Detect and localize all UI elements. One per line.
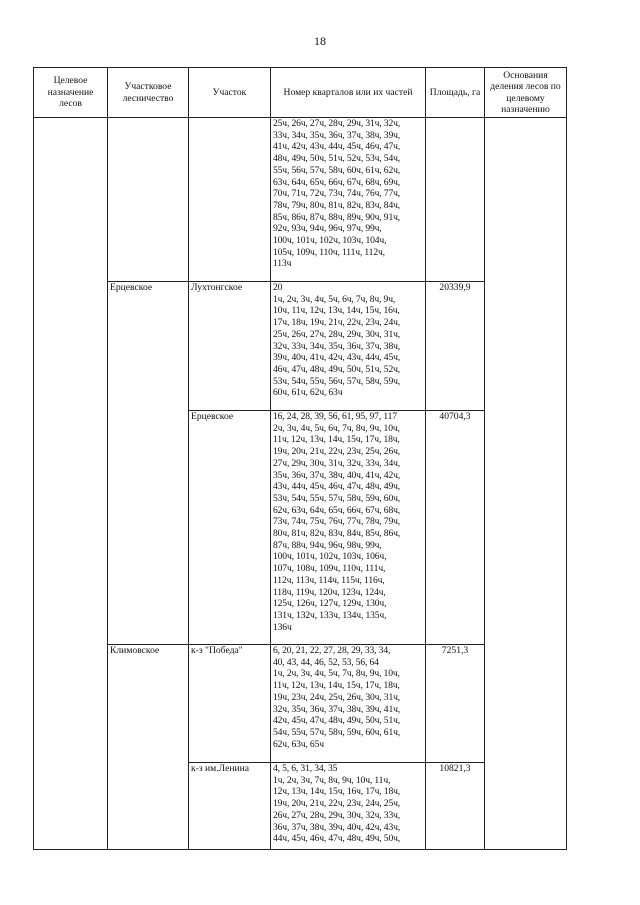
uchastok-cell: Ерцевское xyxy=(189,411,271,645)
header-quarters: Номер кварталов или их частей xyxy=(271,68,426,118)
header-uchastok: Участок xyxy=(189,68,271,118)
quarters-cell: 20 1ч, 2ч, 3ч, 4ч, 5ч, 6ч, 7ч, 8ч, 9ч, 10ч, 11ч, 12ч, 13ч, 14ч, 15ч, 16ч, 17ч, 18ч, 19ч, 21ч, 22ч, 23ч, 24ч, 25ч, 26ч, 27ч, 28ч, 29ч, 30ч, 31ч, 32ч, 33ч, 34ч, 35ч, 36ч, 37ч, 38ч, 39ч, 40ч, 41ч, 42ч, 43ч, 44ч, 45ч, 46ч, 47ч, 48ч, 49ч, 50ч, 51ч, 52ч, 53ч, 54ч, 55ч, 56ч, 57ч, 58ч, 59ч, 60ч, 61ч, 62ч, 63ч xyxy=(271,282,426,411)
purpose-cell xyxy=(34,118,108,850)
district-cell xyxy=(108,118,189,282)
district-cell: Ерцевское xyxy=(108,282,189,645)
uchastok-cell: к-з "Победа" xyxy=(189,645,271,763)
area-cell xyxy=(426,118,485,282)
table-header-row xyxy=(34,68,567,118)
forest-purpose-table xyxy=(33,67,567,850)
uchastok-cell: к-з им.Ленина xyxy=(189,763,271,850)
page-number: 18 xyxy=(314,34,326,48)
quarters-cell: 16, 24, 28, 39, 56, 61, 95, 97, 117 2ч, 3ч, 4ч, 5ч, 6ч, 7ч, 8ч, 9ч, 10ч, 11ч, 12ч, 13ч, 14ч, 15ч, 17ч, 18ч, 19ч, 20ч, 21ч, 22ч, 23ч, 25ч, 26ч, 27ч, 29ч, 30ч, 31ч, 32ч, 33ч, 34ч, 35ч, 36ч, 37ч, 38ч, 40ч, 41ч, 42ч, 43ч, 44ч, 45ч, 46ч, 47ч, 48ч, 49ч, 53ч, 54ч, 55ч, 57ч, 58ч, 59ч, 60ч, 62ч, 63ч, 64ч, 65ч, 66ч, 67ч, 68ч, 73ч, 74ч, 75ч, 76ч, 77ч, 78ч, 79ч, 80ч, 81ч, 82ч, 83ч, 84ч, 85ч, 86ч, 87ч, 88ч, 94ч, 96ч, 98ч, 99ч, 100ч, 101ч, 102ч, 103ч, 106ч, 107ч, 108ч, 109ч, 110ч, 111ч, 112ч, 113ч, 114ч, 115ч, 116ч, 118ч, 119ч, 120ч, 123ч, 124ч, 125ч, 126ч, 127ч, 129ч, 130ч, 131ч, 132ч, 133ч, 134ч, 135ч, 136ч xyxy=(271,411,426,645)
quarters-cell: 4, 5, 6, 31, 34, 35 1ч, 2ч, 3ч, 7ч, 8ч, 9ч, 10ч, 11ч, 12ч, 13ч, 14ч, 15ч, 16ч, 17ч, 18ч, 19ч, 20ч, 21ч, 22ч, 23ч, 24ч, 25ч, 26ч, 27ч, 28ч, 29ч, 30ч, 32ч, 33ч, 36ч, 37ч, 38ч, 39ч, 40ч, 42ч, 43ч, 44ч, 45ч, 46ч, 47ч, 48ч, 49ч, 50ч, xyxy=(271,763,426,850)
area-cell: 20339,9 xyxy=(426,282,485,411)
table-row xyxy=(34,118,567,282)
header-district: Участковое лесничество xyxy=(108,68,189,118)
area-cell: 7251,3 xyxy=(426,645,485,763)
header-area: Площадь, га xyxy=(426,68,485,118)
header-basis: Основания деления лесов по целевому назначению xyxy=(485,68,567,118)
quarters-cell: 25ч, 26ч, 27ч, 28ч, 29ч, 31ч, 32ч, 33ч, 34ч, 35ч, 36ч, 37ч, 38ч, 39ч, 41ч, 42ч, 43ч, 44ч, 45ч, 46ч, 47ч, 48ч, 49ч, 50ч, 51ч, 52ч, 53ч, 54ч, 55ч, 56ч, 57ч, 58ч, 60ч, 61ч, 62ч, 63ч, 64ч, 65ч, 66ч, 67ч, 68ч, 69ч, 70ч, 71ч, 72ч, 73ч, 74ч, 76ч, 77ч, 78ч, 79ч, 80ч, 81ч, 82ч, 83ч, 84ч, 85ч, 86ч, 87ч, 88ч, 89ч, 90ч, 91ч, 92ч, 93ч, 94ч, 96ч, 97ч, 99ч, 100ч, 101ч, 102ч, 103ч, 104ч, 105ч, 109ч, 110ч, 111ч, 112ч, 113ч xyxy=(271,118,426,282)
quarters-cell: 6, 20, 21, 22, 27, 28, 29, 33, 34, 40, 43, 44, 46, 52, 53, 56, 64 1ч, 2ч, 3ч, 4ч, 5ч, 7ч, 8ч, 9ч, 10ч, 11ч, 12ч, 13ч, 14ч, 15ч, 17ч, 18ч, 19ч, 23ч, 24ч, 25ч, 26ч, 30ч, 31ч, 32ч, 35ч, 36ч, 37ч, 38ч, 39ч, 41ч, 42ч, 45ч, 47ч, 48ч, 49ч, 50ч, 51ч, 54ч, 55ч, 57ч, 58ч, 59ч, 60ч, 61ч, 62ч, 63ч, 65ч xyxy=(271,645,426,763)
district-cell: Климовское xyxy=(108,645,189,850)
header-purpose: Целевое назначение лесов xyxy=(34,68,108,118)
area-cell: 10821,3 xyxy=(426,763,485,850)
uchastok-cell xyxy=(189,118,271,282)
area-cell: 40704,3 xyxy=(426,411,485,645)
basis-cell xyxy=(485,118,567,850)
uchastok-cell: Лухтонгское xyxy=(189,282,271,411)
